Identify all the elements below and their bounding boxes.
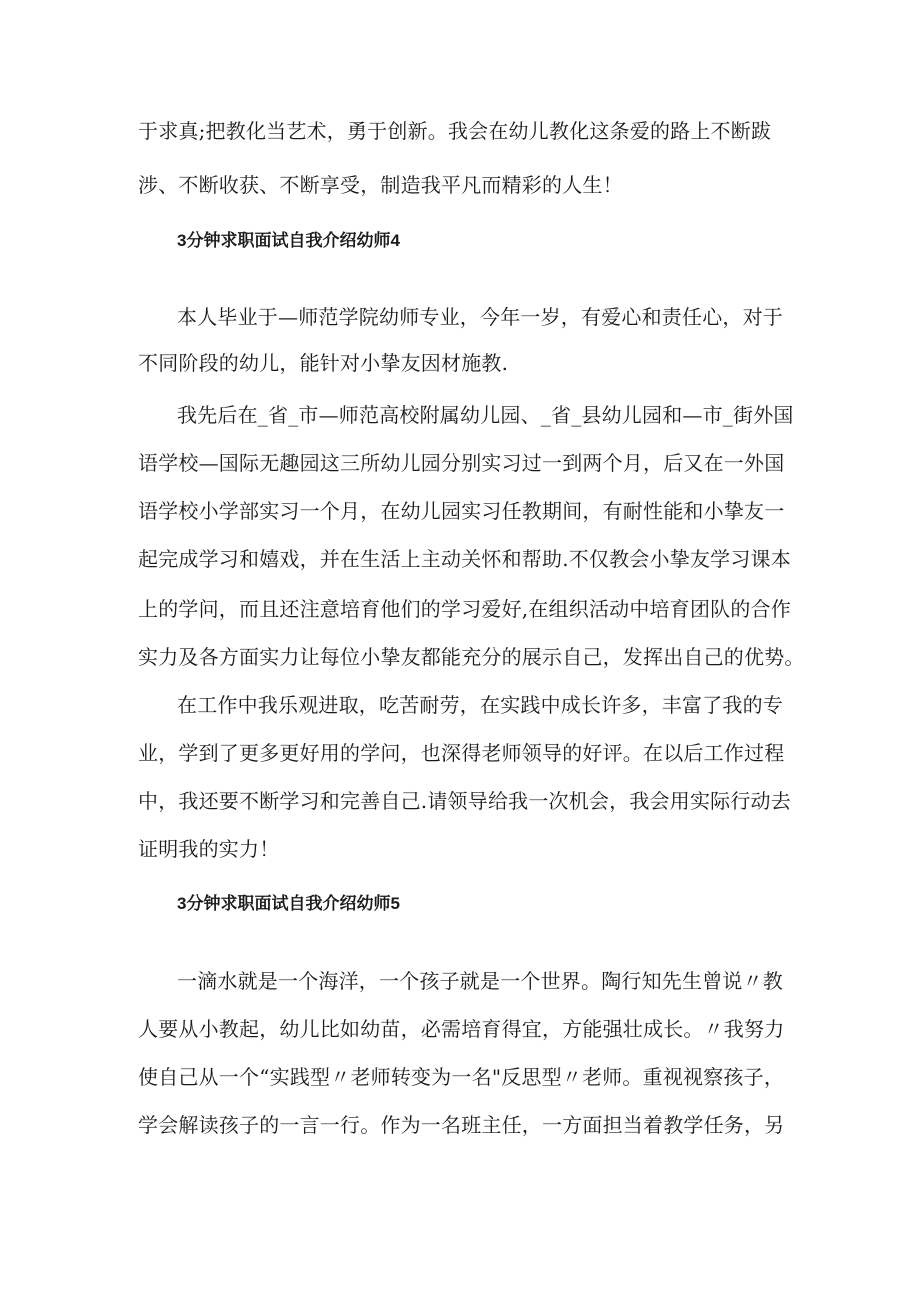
body-text-line: 起完成学习和嬉戏，并在生活上主动关怀和帮助.不仅教会小挚友学习课本 bbox=[138, 547, 791, 571]
body-text-line: 中，我还要不断学习和完善自己.请领导给我一次机会，我会用实际行动去 bbox=[138, 789, 791, 813]
body-text-line: 业，学到了更多更好用的学问，也深得老师领导的好评。在以后工作过程 bbox=[138, 741, 785, 765]
section-heading: 3分钟求职面试自我介绍幼师4 bbox=[177, 231, 400, 250]
body-text-line: 实力及各方面实力让每位小挚友都能充分的展示自己，发挥出自己的优势。 bbox=[138, 645, 805, 669]
body-text-line: 人要从小教起，幼儿比如幼苗，必需培育得宜，方能强壮成长。〃我努力 bbox=[138, 1017, 785, 1041]
body-text-line: 学会解读孩子的一言一行。作为一名班主任，一方面担当着教学任务，另 bbox=[138, 1113, 785, 1137]
body-text-line: 一滴水就是一个海洋，一个孩子就是一个世界。陶行知先生曾说〃教 bbox=[177, 969, 783, 993]
body-text-line: 语学校小学部实习一个月，在幼儿园实习任教期间，有耐性能和小挚友一 bbox=[138, 499, 785, 523]
section-heading: 3分钟求职面试自我介绍幼师5 bbox=[177, 894, 400, 913]
body-text-line: 于求真;把教化当艺术，勇于创新。我会在幼儿教化这条爱的路上不断跋 bbox=[138, 119, 772, 143]
body-text-line: 上的学问，而且还注意培育他们的学习爱好,在组织活动中培育团队的合作 bbox=[138, 597, 791, 621]
body-text-line: 本人毕业于—师范学院幼师专业，今年一岁，有爱心和责任心，对于 bbox=[177, 305, 783, 329]
body-text-line: 我先后在_省_市—师范高校附属幼儿园、_省_县幼儿园和—市_街外国 bbox=[177, 403, 794, 427]
body-text-line: 在工作中我乐观进取，吃苦耐劳，在实践中成长许多，丰富了我的专 bbox=[177, 693, 783, 717]
body-text-line: 使自己从一个“实践型〃老师转变为一名"反思型〃老师。重视视察孩子， bbox=[138, 1065, 785, 1089]
body-text-line: 语学校—国际无趣园这三所幼儿园分别实习过一到两个月，后又在一外国 bbox=[138, 451, 785, 475]
body-text-line: 涉、不断收获、不断享受，制造我平凡而精彩的人生！ bbox=[138, 173, 623, 197]
body-text-line: 不同阶段的幼儿，能针对小挚友因材施教. bbox=[138, 351, 509, 375]
body-text-line: 证明我的实力！ bbox=[138, 837, 280, 861]
